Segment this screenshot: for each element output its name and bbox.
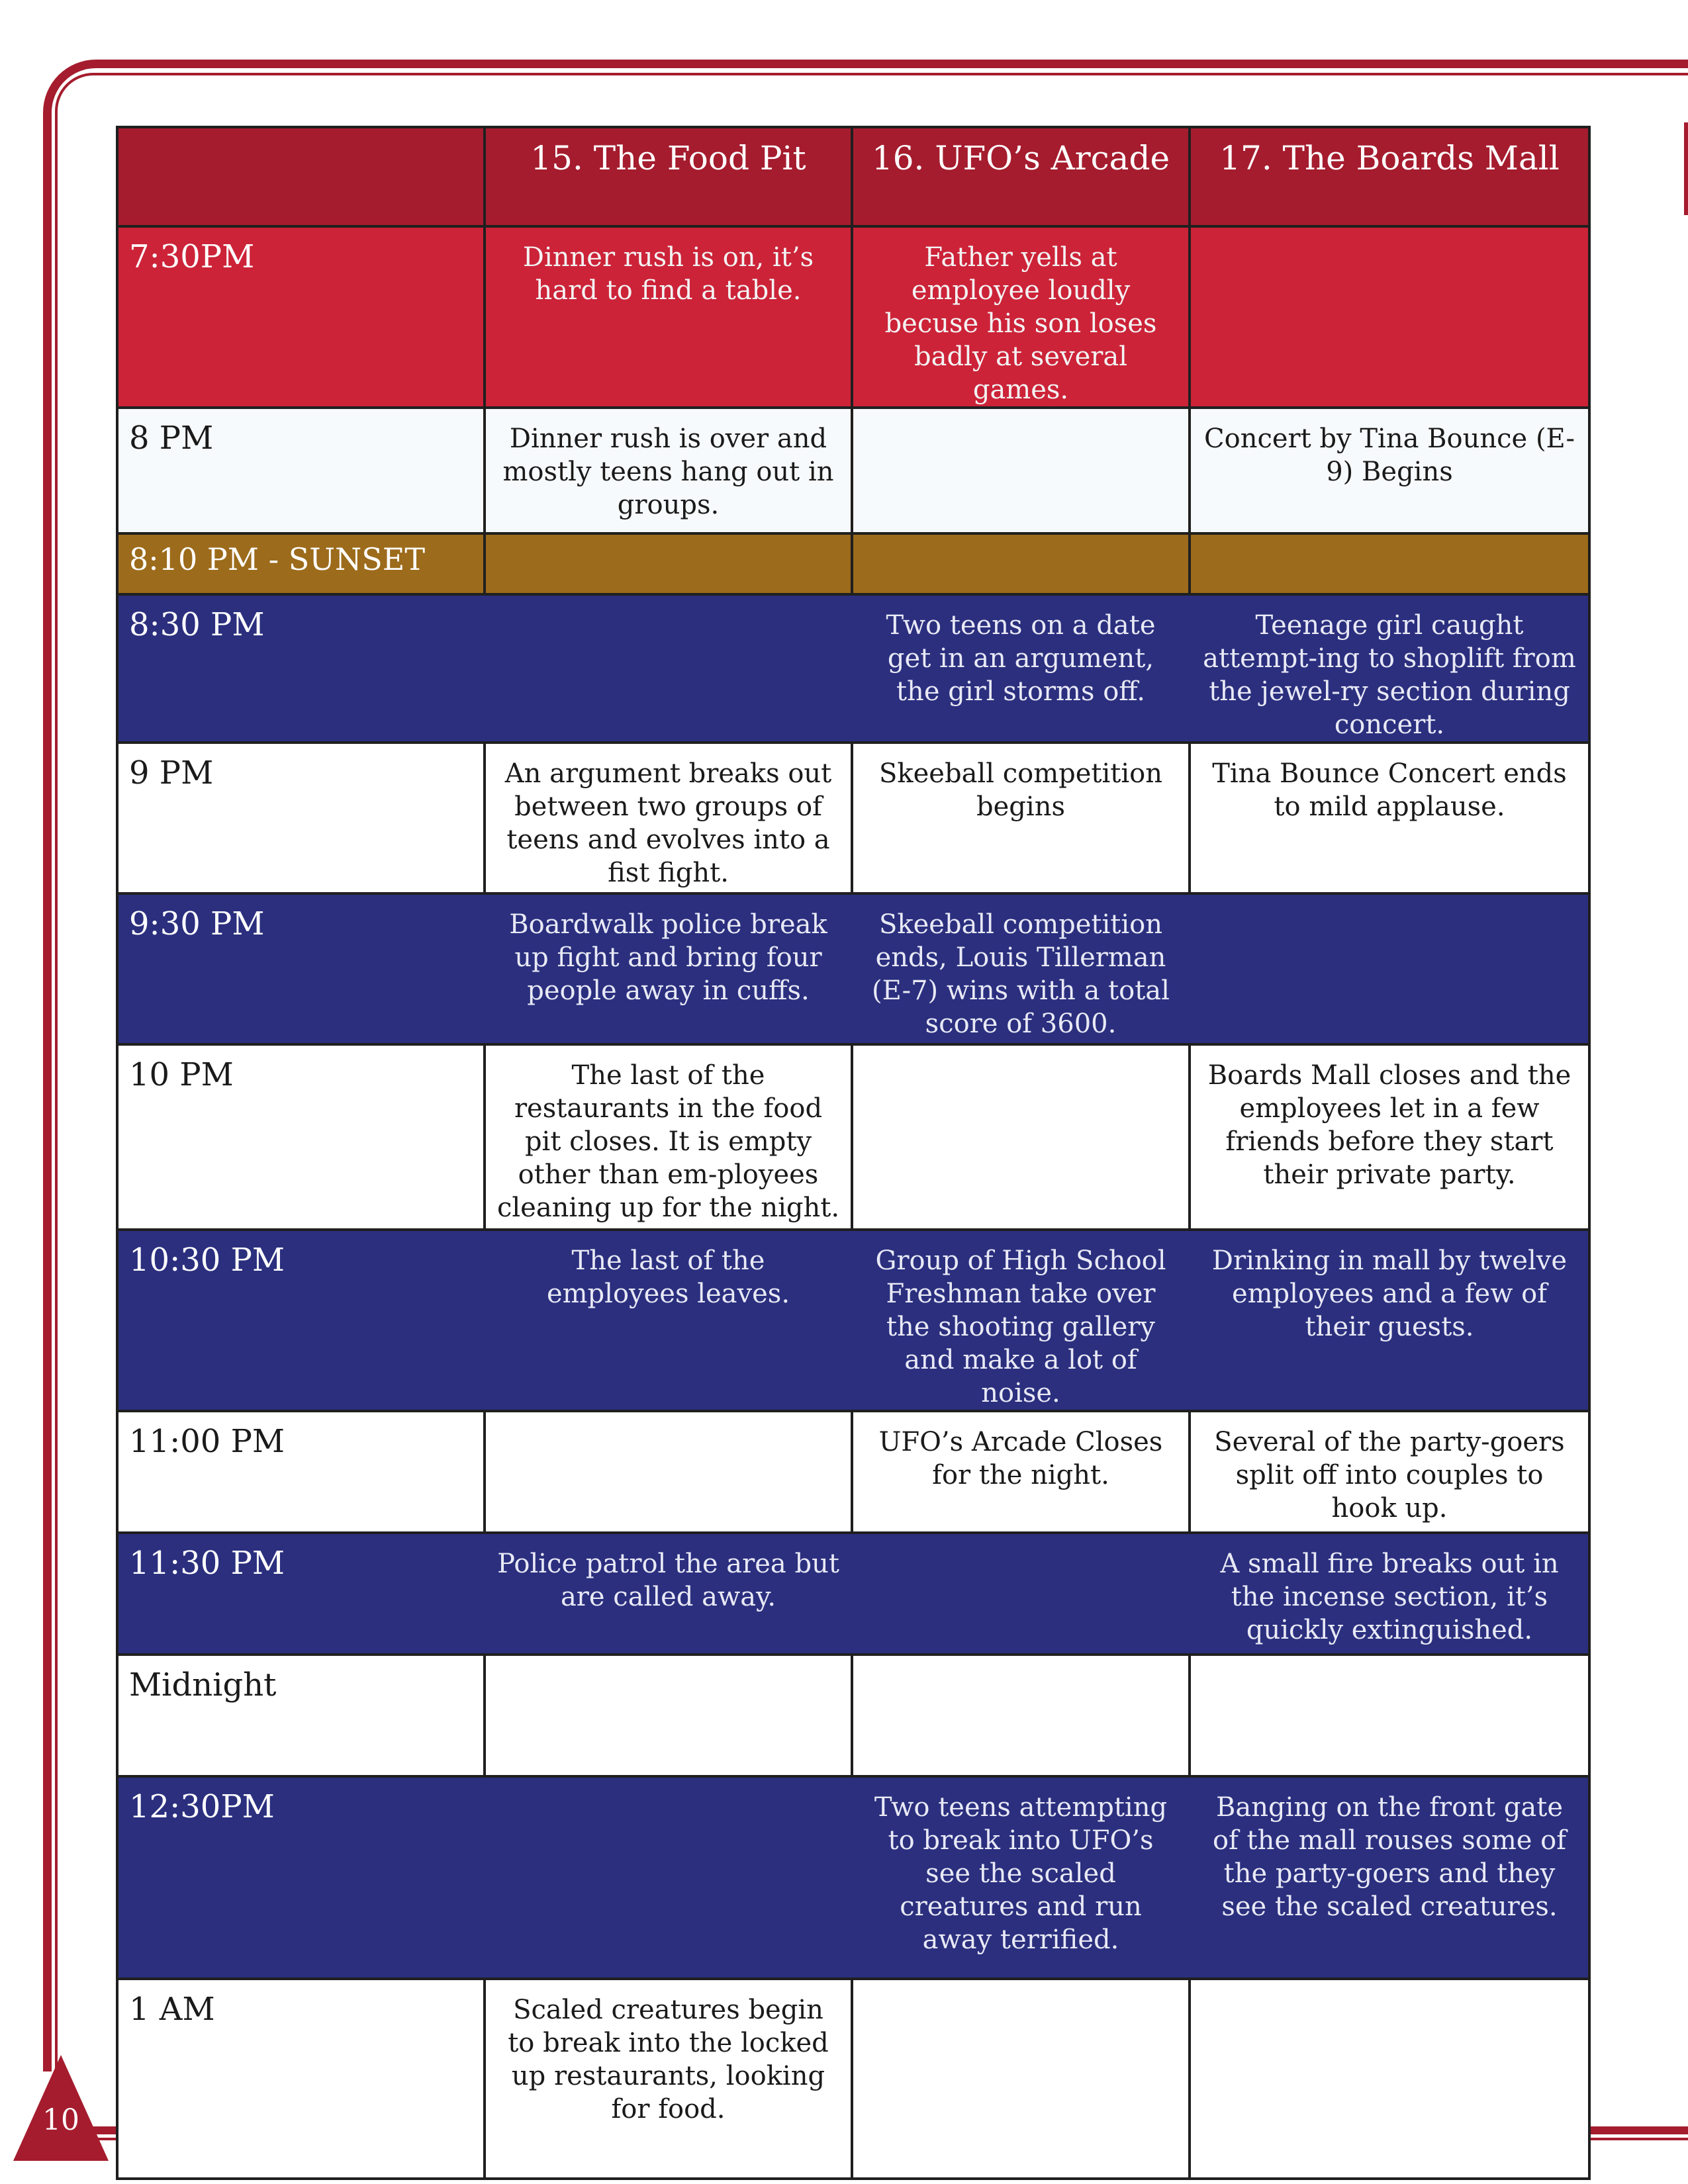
table-row xyxy=(117,1776,1589,1979)
table-row xyxy=(117,533,1589,594)
boards-mall-event: Several of the party-goers split off into couples to hook up. xyxy=(1190,1411,1589,1533)
food-pit-event: Police patrol the area but are called away. xyxy=(485,1533,852,1655)
food-pit-event: The last of the restaurants in the food pit closes. It is empty other than em-ployees cleaning up for the night. xyxy=(485,1044,852,1230)
food-pit-event xyxy=(485,1411,852,1533)
time-cell: 9:30 PM xyxy=(117,893,485,1044)
page-number: 10 xyxy=(42,2103,79,2137)
ufo-arcade-event: Skeeball competition begins xyxy=(852,743,1190,893)
food-pit-event: Scaled creatures begin to break into the locked up restaurants, looking for food. xyxy=(485,1979,852,2179)
food-pit-event xyxy=(485,594,852,743)
boards-mall-event xyxy=(1190,1655,1589,1776)
food-pit-event: An argument breaks out between two groups of teens and evolves into a fist fight. xyxy=(485,743,852,893)
ufo-arcade-event: Father yells at employee loudly becuse his son loses badly at several games. xyxy=(852,226,1190,408)
boards-mall-event xyxy=(1190,533,1589,594)
table-header-row xyxy=(117,127,1589,226)
boards-mall-event: Drinking in mall by twelve employees and a few of their guests. xyxy=(1190,1230,1589,1411)
boards-mall-event xyxy=(1190,893,1589,1044)
ufo-arcade-event: Two teens attempting to break into UFO’s see the scaled creatures and run away terrified. xyxy=(852,1776,1190,1979)
ufo-arcade-event xyxy=(852,1044,1190,1230)
food-pit-event: The last of the employees leaves. xyxy=(485,1230,852,1411)
food-pit-event xyxy=(485,1776,852,1979)
header-time-column xyxy=(117,127,485,226)
food-pit-event xyxy=(485,533,852,594)
time-cell: 9 PM xyxy=(117,743,485,893)
table-row xyxy=(117,226,1589,408)
table-row xyxy=(117,1979,1589,2179)
page-frame-left-inner xyxy=(55,126,58,2071)
page-edge-tab xyxy=(1684,122,1688,215)
time-cell: 8:30 PM xyxy=(117,594,485,743)
time-cell: 8 PM xyxy=(117,408,485,533)
boards-mall-event xyxy=(1190,1979,1589,2179)
table-row xyxy=(117,1655,1589,1776)
boards-mall-event: Boards Mall closes and the employees let in a few friends before they start their private party. xyxy=(1190,1044,1589,1230)
ufo-arcade-event: UFO’s Arcade Closes for the night. xyxy=(852,1411,1190,1533)
time-cell: 11:30 PM xyxy=(117,1533,485,1655)
table-row xyxy=(117,408,1589,533)
time-cell: 10:30 PM xyxy=(117,1230,485,1411)
header-boards-mall: 17. The Boards Mall xyxy=(1190,127,1589,226)
time-cell: 8:10 PM - SUNSET xyxy=(117,533,485,594)
time-cell: 1 AM xyxy=(117,1979,485,2179)
page-frame-left xyxy=(43,126,52,2071)
time-cell: 11:00 PM xyxy=(117,1411,485,1533)
ufo-arcade-event xyxy=(852,533,1190,594)
table-row xyxy=(117,1533,1589,1655)
ufo-arcade-event: Group of High School Freshman take over the shooting gallery and make a lot of noise. xyxy=(852,1230,1190,1411)
boards-mall-event: Concert by Tina Bounce (E-9) Begins xyxy=(1190,408,1589,533)
table-row xyxy=(117,743,1589,893)
time-cell: 10 PM xyxy=(117,1044,485,1230)
ufo-arcade-event xyxy=(852,1533,1190,1655)
food-pit-event: Boardwalk police break up fight and bring four people away in cuffs. xyxy=(485,893,852,1044)
page-frame-top-inner xyxy=(55,73,1688,132)
time-cell: Midnight xyxy=(117,1655,485,1776)
time-cell: 12:30PM xyxy=(117,1776,485,1979)
boards-mall-event: Tina Bounce Concert ends to mild applause. xyxy=(1190,743,1589,893)
ufo-arcade-event xyxy=(852,1655,1190,1776)
ufo-arcade-event xyxy=(852,1979,1190,2179)
ufo-arcade-event: Skeeball competition ends, Louis Tillerman (E-7) wins with a total score of 3600. xyxy=(852,893,1190,1044)
table-row xyxy=(117,1230,1589,1411)
food-pit-event: Dinner rush is over and mostly teens hang out in groups. xyxy=(485,408,852,533)
ufo-arcade-event xyxy=(852,408,1190,533)
food-pit-event xyxy=(485,1655,852,1776)
boards-mall-event: Teenage girl caught attempt-ing to shoplift from the jewel-ry section during concert. xyxy=(1190,594,1589,743)
event-timeline-table xyxy=(116,126,1591,2180)
table-row xyxy=(117,1411,1589,1533)
boards-mall-event: Banging on the front gate of the mall rouses some of the party-goers and they see the scaled creatures. xyxy=(1190,1776,1589,1979)
food-pit-event: Dinner rush is on, it’s hard to find a table. xyxy=(485,226,852,408)
table-row xyxy=(117,1044,1589,1230)
boards-mall-event xyxy=(1190,226,1589,408)
boards-mall-event: A small fire breaks out in the incense section, it’s quickly extinguished. xyxy=(1190,1533,1589,1655)
ufo-arcade-event: Two teens on a date get in an argument, the girl storms off. xyxy=(852,594,1190,743)
header-food-pit: 15. The Food Pit xyxy=(485,127,852,226)
time-cell: 7:30PM xyxy=(117,226,485,408)
table-row xyxy=(117,594,1589,743)
table-row xyxy=(117,893,1589,1044)
header-ufo-arcade: 16. UFO’s Arcade xyxy=(852,127,1190,226)
